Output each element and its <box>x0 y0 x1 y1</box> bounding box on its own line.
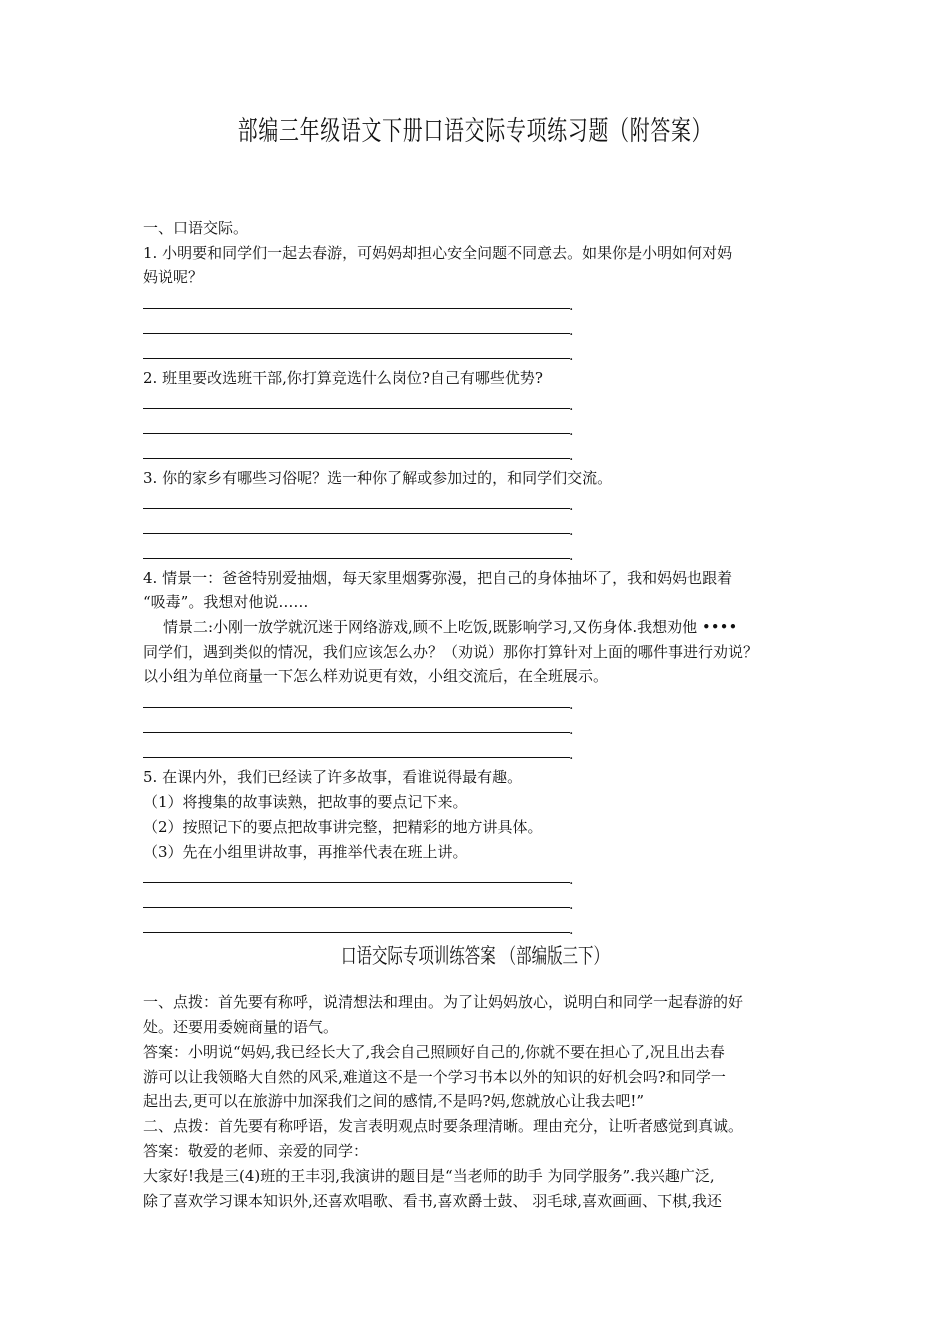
answer-blank-line <box>143 533 570 534</box>
question-4-text: 4. 情景一：爸爸特别爱抽烟，每天家里烟雾弥漫，把自己的身体抽坏了，我和妈妈也跟着 <box>143 569 733 587</box>
answer-line: 答案：敬爱的老师、亲爱的同学： <box>143 1142 369 1160</box>
blank-end-mark: . <box>569 523 574 539</box>
answer-blank-line <box>143 907 570 908</box>
blank-end-mark: . <box>569 298 574 314</box>
question-4-scene-2: 情景二:小刚一放学就沉迷于网络游戏,顾不上吃饭,既影响学习,又伤身体.我想劝他 •••• <box>163 618 738 636</box>
blank-end-mark: . <box>569 697 574 713</box>
blank-end-mark: . <box>569 722 574 738</box>
question-5-step-1: （1）将搜集的故事读熟，把故事的要点记下来。 <box>143 793 468 811</box>
answer-blank-line <box>143 558 570 559</box>
answer-blank-line <box>143 308 570 309</box>
answer-blank-line <box>143 458 570 459</box>
answer-blank-line <box>143 408 570 409</box>
answer-blank-line <box>143 882 570 883</box>
answer-blank-line <box>143 433 570 434</box>
blank-end-mark: . <box>569 498 574 514</box>
answer-line: 二、点拨：首先要有称呼语，发言表明观点时要条理清晰。理由充分，让听者感觉到真诚。 <box>143 1117 744 1135</box>
question-1-text: 1. 小明要和同学们一起去春游，可妈妈却担心安全问题不同意去。如果你是小明如何对妈 <box>143 244 733 262</box>
answer-line: 答案：小明说“妈妈,我已经长大了,我会自己照顾好自己的,你就不要在担心了,况且出去春 <box>143 1043 725 1061</box>
blank-end-mark: . <box>569 897 574 913</box>
answer-line: 游可以让我领略大自然的风采,难道这不是一个学习书本以外的知识的好机会吗?和同学一 <box>143 1068 726 1086</box>
answer-blank-line <box>143 358 570 359</box>
answer-blank-line <box>143 508 570 509</box>
answer-blank-line <box>143 732 570 733</box>
blank-end-mark: . <box>569 747 574 763</box>
blank-end-mark: . <box>569 922 574 938</box>
answer-line: 一、点拨：首先要有称呼，说清想法和理由。为了让妈妈放心，说明白和同学一起春游的好 <box>143 993 744 1011</box>
question-2-text: 2. 班里要改选班干部,你打算竞选什么岗位?自己有哪些优势? <box>143 369 543 387</box>
answer-line: 大家好!我是三(4)班的王丰羽,我演讲的题目是“当老师的助手 为同学服务”.我兴趣广泛, <box>143 1167 715 1185</box>
blank-end-mark: . <box>569 423 574 439</box>
answer-line: 起出去,更可以在旅游中加深我们之间的感情,不是吗?妈,您就放心让我去吧!” <box>143 1092 645 1110</box>
question-5-text: 5. 在课内外，我们已经读了许多故事，看谁说得最有趣。 <box>143 768 523 786</box>
answer-blank-line <box>143 707 570 708</box>
question-4-text-cont: 以小组为单位商量一下怎么样劝说更有效，小组交流后，在全班展示。 <box>143 667 609 685</box>
answer-blank-line <box>143 333 570 334</box>
question-4-text-cont: “吸毒”。我想对他说…… <box>143 593 309 611</box>
answer-line: 处。还要用委婉商量的语气。 <box>143 1018 339 1036</box>
question-3-text: 3. 你的家乡有哪些习俗呢？选一种你了解或参加过的，和同学们交流。 <box>143 469 613 487</box>
blank-end-mark: . <box>569 548 574 564</box>
blank-end-mark: . <box>569 348 574 364</box>
answer-blank-line <box>143 757 570 758</box>
blank-end-mark: . <box>569 872 574 888</box>
question-4-text-cont: 同学们，遇到类似的情况，我们应该怎么办？（劝说）那你打算针对上面的哪件事进行劝说？ <box>143 643 759 661</box>
question-5-step-3: （3）先在小组里讲故事，再推举代表在班上讲。 <box>143 843 468 861</box>
answer-section-title: 口语交际专项训练答案 （部编版三下） <box>341 944 609 968</box>
blank-end-mark: . <box>569 323 574 339</box>
document-title: 部编三年级语文下册口语交际专项练习题（附答案） <box>237 116 713 147</box>
section-heading: 一、口语交际。 <box>143 219 249 237</box>
blank-end-mark: . <box>569 448 574 464</box>
answer-blank-line <box>143 932 570 933</box>
question-1-text-cont: 妈说呢？ <box>143 268 204 286</box>
blank-end-mark: . <box>569 398 574 414</box>
question-5-step-2: （2）按照记下的要点把故事讲完整，把精彩的地方讲具体。 <box>143 818 543 836</box>
answer-line: 除了喜欢学习课本知识外,还喜欢唱歌、看书,喜欢爵士鼓、 羽毛球,喜欢画画、下棋,我还 <box>143 1192 722 1210</box>
